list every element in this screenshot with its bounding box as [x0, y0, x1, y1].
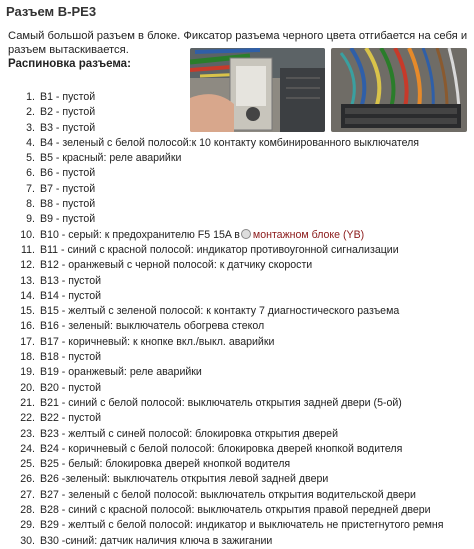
pin-text: В14 - пустой [40, 289, 102, 302]
pin-text: В8 - пустой [40, 198, 96, 211]
pin-number: 23. [20, 427, 35, 440]
mounting-block-link[interactable]: монтажном блоке (YB) [252, 228, 365, 241]
pin-text: В13 - пустой [40, 274, 102, 287]
pin-description [40, 320, 264, 332]
pin-text: В4 - зеленый с белой полосой:к 10 контакту комбинированного выключателя [40, 136, 420, 149]
pin-text: В11 - синий с красной полосой: индикатор противоугонной сигнализации [40, 243, 399, 256]
pin-number: 22. [20, 412, 35, 425]
pin-text: В3 - пустой [40, 121, 96, 134]
pin-description [40, 91, 95, 103]
intro-text: Самый большой разъем в блоке. Фиксатор разъема черного цвета отгибается на себя и разъем вытаскивается. [8, 30, 468, 56]
pin-number: 3. [26, 121, 35, 134]
list-item [6, 151, 444, 166]
page-title: Разъем В-РЕ3 [6, 4, 97, 19]
pin-text: В15 - желтый с зеленой полосой: к контакту 7 диагностического разъема [40, 305, 400, 318]
pin-number: 15. [20, 305, 35, 318]
list-item [6, 274, 444, 289]
pin-description [40, 137, 419, 149]
pin-description [40, 473, 328, 485]
list-item [6, 136, 444, 151]
pin-number: 28. [20, 504, 35, 517]
pin-number: 6. [26, 167, 35, 180]
pin-description [40, 183, 95, 195]
pin-text: В20 - пустой [40, 381, 102, 394]
pin-description [40, 244, 399, 256]
list-item [6, 472, 444, 487]
pin-number: 5. [26, 152, 35, 165]
pin-number: 10. [20, 228, 35, 241]
pin-number: 8. [26, 198, 35, 211]
pin-text: В1 - пустой [40, 91, 96, 103]
pin-description [40, 535, 272, 547]
pin-number: 13. [20, 274, 35, 287]
pin-description [40, 397, 402, 409]
pin-description [40, 336, 274, 348]
pin-description [40, 198, 95, 210]
pin-text: В9 - пустой [40, 213, 96, 226]
pinout-heading: Распиновка разъема: [8, 58, 131, 70]
pin-description [40, 167, 95, 179]
pin-number: 21. [20, 396, 35, 409]
pin-number: 30. [20, 534, 35, 547]
list-item [6, 534, 444, 549]
list-item [6, 503, 444, 518]
pin-number: 27. [20, 488, 35, 501]
list-item [6, 243, 444, 258]
list-item [6, 365, 444, 380]
pin-number: 7. [26, 182, 35, 195]
pin-number: 16. [20, 320, 35, 333]
pin-text: В22 - пустой [40, 412, 102, 425]
pin-description [40, 275, 101, 287]
pin-text: В28 - синий с красной полосой: выключатель открытия правой передней двери [40, 504, 431, 517]
list-item [6, 182, 444, 197]
list-item [6, 258, 444, 273]
pin-number: 11. [21, 243, 35, 256]
pin-text: В12 - оранжевый с черной полосой: к датчику скорости [40, 259, 313, 272]
list-item [6, 304, 444, 319]
list-item [6, 381, 444, 396]
pin-description [40, 290, 101, 302]
list-item [6, 228, 444, 243]
pin-text: В29 - желтый с белой полосой: индикатор и выключатель не пристегнутого ремня [40, 519, 444, 532]
pin-text: В16 - зеленый: выключатель обогрева стекол [40, 320, 265, 333]
pin-description [40, 504, 431, 516]
pin-number: 12. [20, 259, 35, 272]
pin-description [40, 412, 101, 424]
pin-description [40, 351, 101, 363]
pin-description [40, 122, 95, 134]
globe-icon [241, 229, 251, 239]
pin-description [40, 382, 101, 394]
pin-text: В2 - пустой [40, 106, 96, 119]
pin-number: 20. [20, 381, 35, 394]
list-item [6, 166, 444, 181]
pin-number: 26. [20, 473, 35, 486]
pin-number: 14. [20, 289, 35, 302]
list-item [6, 335, 444, 350]
pin-text: В30 -синий: датчик наличия ключа в зажигании [40, 534, 273, 547]
list-item [6, 488, 444, 503]
pin-description [40, 428, 338, 440]
pin-description [40, 259, 312, 271]
pin-number: 2. [26, 106, 35, 119]
list-item [6, 518, 444, 533]
list-item [6, 442, 444, 457]
pin-description [40, 519, 444, 531]
list-item [6, 121, 444, 136]
pin-description [40, 229, 364, 241]
list-item [6, 350, 444, 365]
pin-number: 4. [26, 136, 35, 149]
pin-text: В19 - оранжевый: реле аварийки [40, 366, 202, 379]
pin-number: 25. [20, 458, 35, 471]
list-item [6, 396, 444, 411]
list-item [6, 457, 444, 472]
list-item [6, 319, 444, 334]
pin-description [40, 152, 181, 164]
pin-number: 19. [20, 366, 35, 379]
pin-number: 29. [20, 519, 35, 532]
pin-list [6, 90, 444, 549]
pin-description [40, 366, 202, 378]
pin-description [40, 106, 95, 118]
pin-description [40, 213, 95, 225]
pin-text: В17 - коричневый: к кнопке вкл./выкл. аварийки [40, 335, 275, 348]
list-item [6, 105, 444, 120]
pin-number: 17. [20, 335, 35, 348]
pin-text: В10 - серый: к предохранителю F5 15A в [40, 228, 240, 241]
pin-text: В21 - синий с белой полосой: выключатель открытия задней двери (5-ой) [40, 396, 402, 409]
list-item [6, 289, 444, 304]
pin-description [40, 489, 416, 501]
pin-number: 1. [26, 91, 35, 103]
pin-text: В26 -зеленый: выключатель открытия левой задней двери [40, 473, 329, 486]
pin-text: В23 - желтый с синей полосой: блокировка открытия дверей [40, 427, 338, 440]
pin-number: 24. [20, 442, 35, 455]
pin-text: В18 - пустой [40, 351, 102, 364]
pin-text: В6 - пустой [40, 167, 96, 180]
pin-description [40, 443, 402, 455]
list-item [6, 427, 444, 442]
list-item [6, 212, 444, 227]
pin-description [40, 458, 290, 470]
pin-text: В7 - пустой [40, 182, 96, 195]
list-item [6, 90, 444, 105]
pin-text: В5 - красный: реле аварийки [40, 152, 182, 165]
pin-number: 9. [26, 213, 35, 226]
pin-text: В24 - коричневый с белой полосой: блокировка дверей кнопкой водителя [40, 442, 403, 455]
pin-description [40, 305, 399, 317]
pin-number: 18. [20, 351, 35, 364]
list-item [6, 411, 444, 426]
pin-text: В27 - зеленый с белой полосой: выключатель открытия водительской двери [40, 488, 416, 501]
list-item [6, 197, 444, 212]
pin-text: В25 - белый: блокировка дверей кнопкой водителя [40, 458, 291, 471]
